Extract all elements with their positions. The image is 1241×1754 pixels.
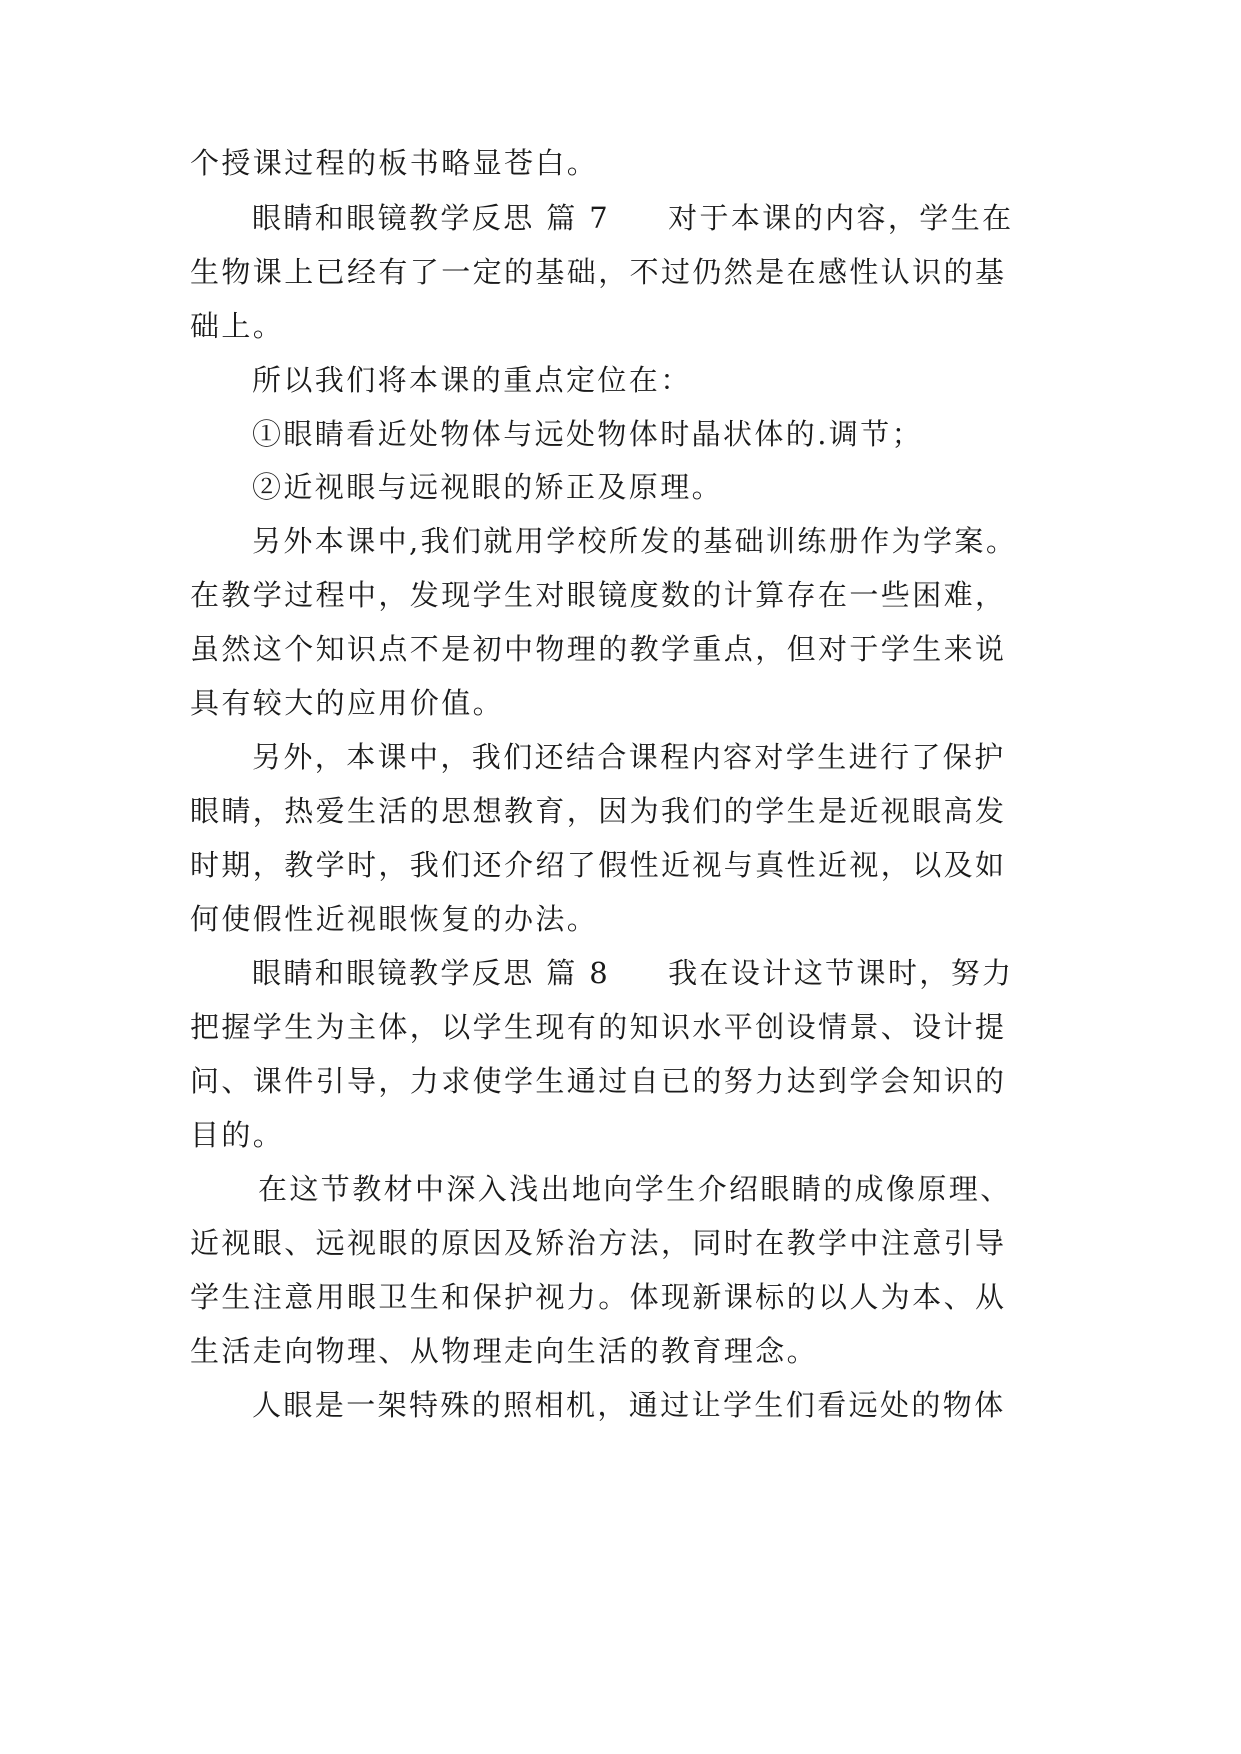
paragraph-line: 在这节教材中深入浅出地向学生介绍眼睛的成像原理、 [258,1172,1012,1206]
paragraph-line: 把握学生为主体，以学生现有的知识水平创设情景、设计提 [190,1010,1007,1044]
paragraph-line: 目的。 [190,1118,285,1152]
paragraph-line: 具有较大的应用价值。 [190,686,505,720]
paragraph-line: 所以我们将本课的重点定位在： [252,363,692,397]
paragraph-line: 生物课上已经有了一定的基础，不过仍然是在感性认识的基 [190,255,1007,289]
paragraph-line: 时期，教学时，我们还介绍了假性近视与真性近视，以及如 [190,848,1007,882]
section-heading: 眼睛和眼镜教学反思 篇 7 [252,201,611,235]
paragraph-text: 我在设计这节课时，努力 [668,956,1014,990]
paragraph-line: 学生注意用眼卫生和保护视力。体现新课标的以人为本、从 [190,1280,1007,1314]
list-item: ②近视眼与远视眼的矫正及原理。 [252,470,724,504]
paragraph-line: 眼睛，热爱生活的思想教育，因为我们的学生是近视眼高发 [190,794,1007,828]
section-heading-line [252,198,1070,238]
paragraph-line: 另外本课中,我们就用学校所发的基础训练册作为学案。 [252,524,1018,558]
paragraph-text: 对于本课的内容，学生在 [668,201,1014,235]
paragraph-line: 个授课过程的板书略显苍白。 [190,146,599,180]
paragraph-line: 近视眼、远视眼的原因及矫治方法，同时在教学中注意引导 [190,1226,1007,1260]
paragraph-line: 何使假性近视眼恢复的办法。 [190,902,599,936]
paragraph-line: 另外，本课中，我们还结合课程内容对学生进行了保护 [252,740,1006,774]
section-heading-line [252,953,1070,993]
paragraph-line: 础上。 [190,309,285,343]
section-heading: 眼睛和眼镜教学反思 篇 8 [252,956,611,990]
paragraph-line: 人眼是一架特殊的照相机，通过让学生们看远处的物体 [252,1388,1006,1422]
paragraph-line: 问、课件引导，力求使学生通过自已的努力达到学会知识的 [190,1064,1007,1098]
paragraph-line: 生活走向物理、从物理走向生活的教育理念。 [190,1334,819,1368]
list-item: ①眼睛看近处物体与远处物体时晶状体的.调节； [252,417,924,451]
paragraph-line: 在教学过程中，发现学生对眼镜度数的计算存在一些困难， [190,578,1007,612]
paragraph-line: 虽然这个知识点不是初中物理的教学重点，但对于学生来说 [190,632,1007,666]
